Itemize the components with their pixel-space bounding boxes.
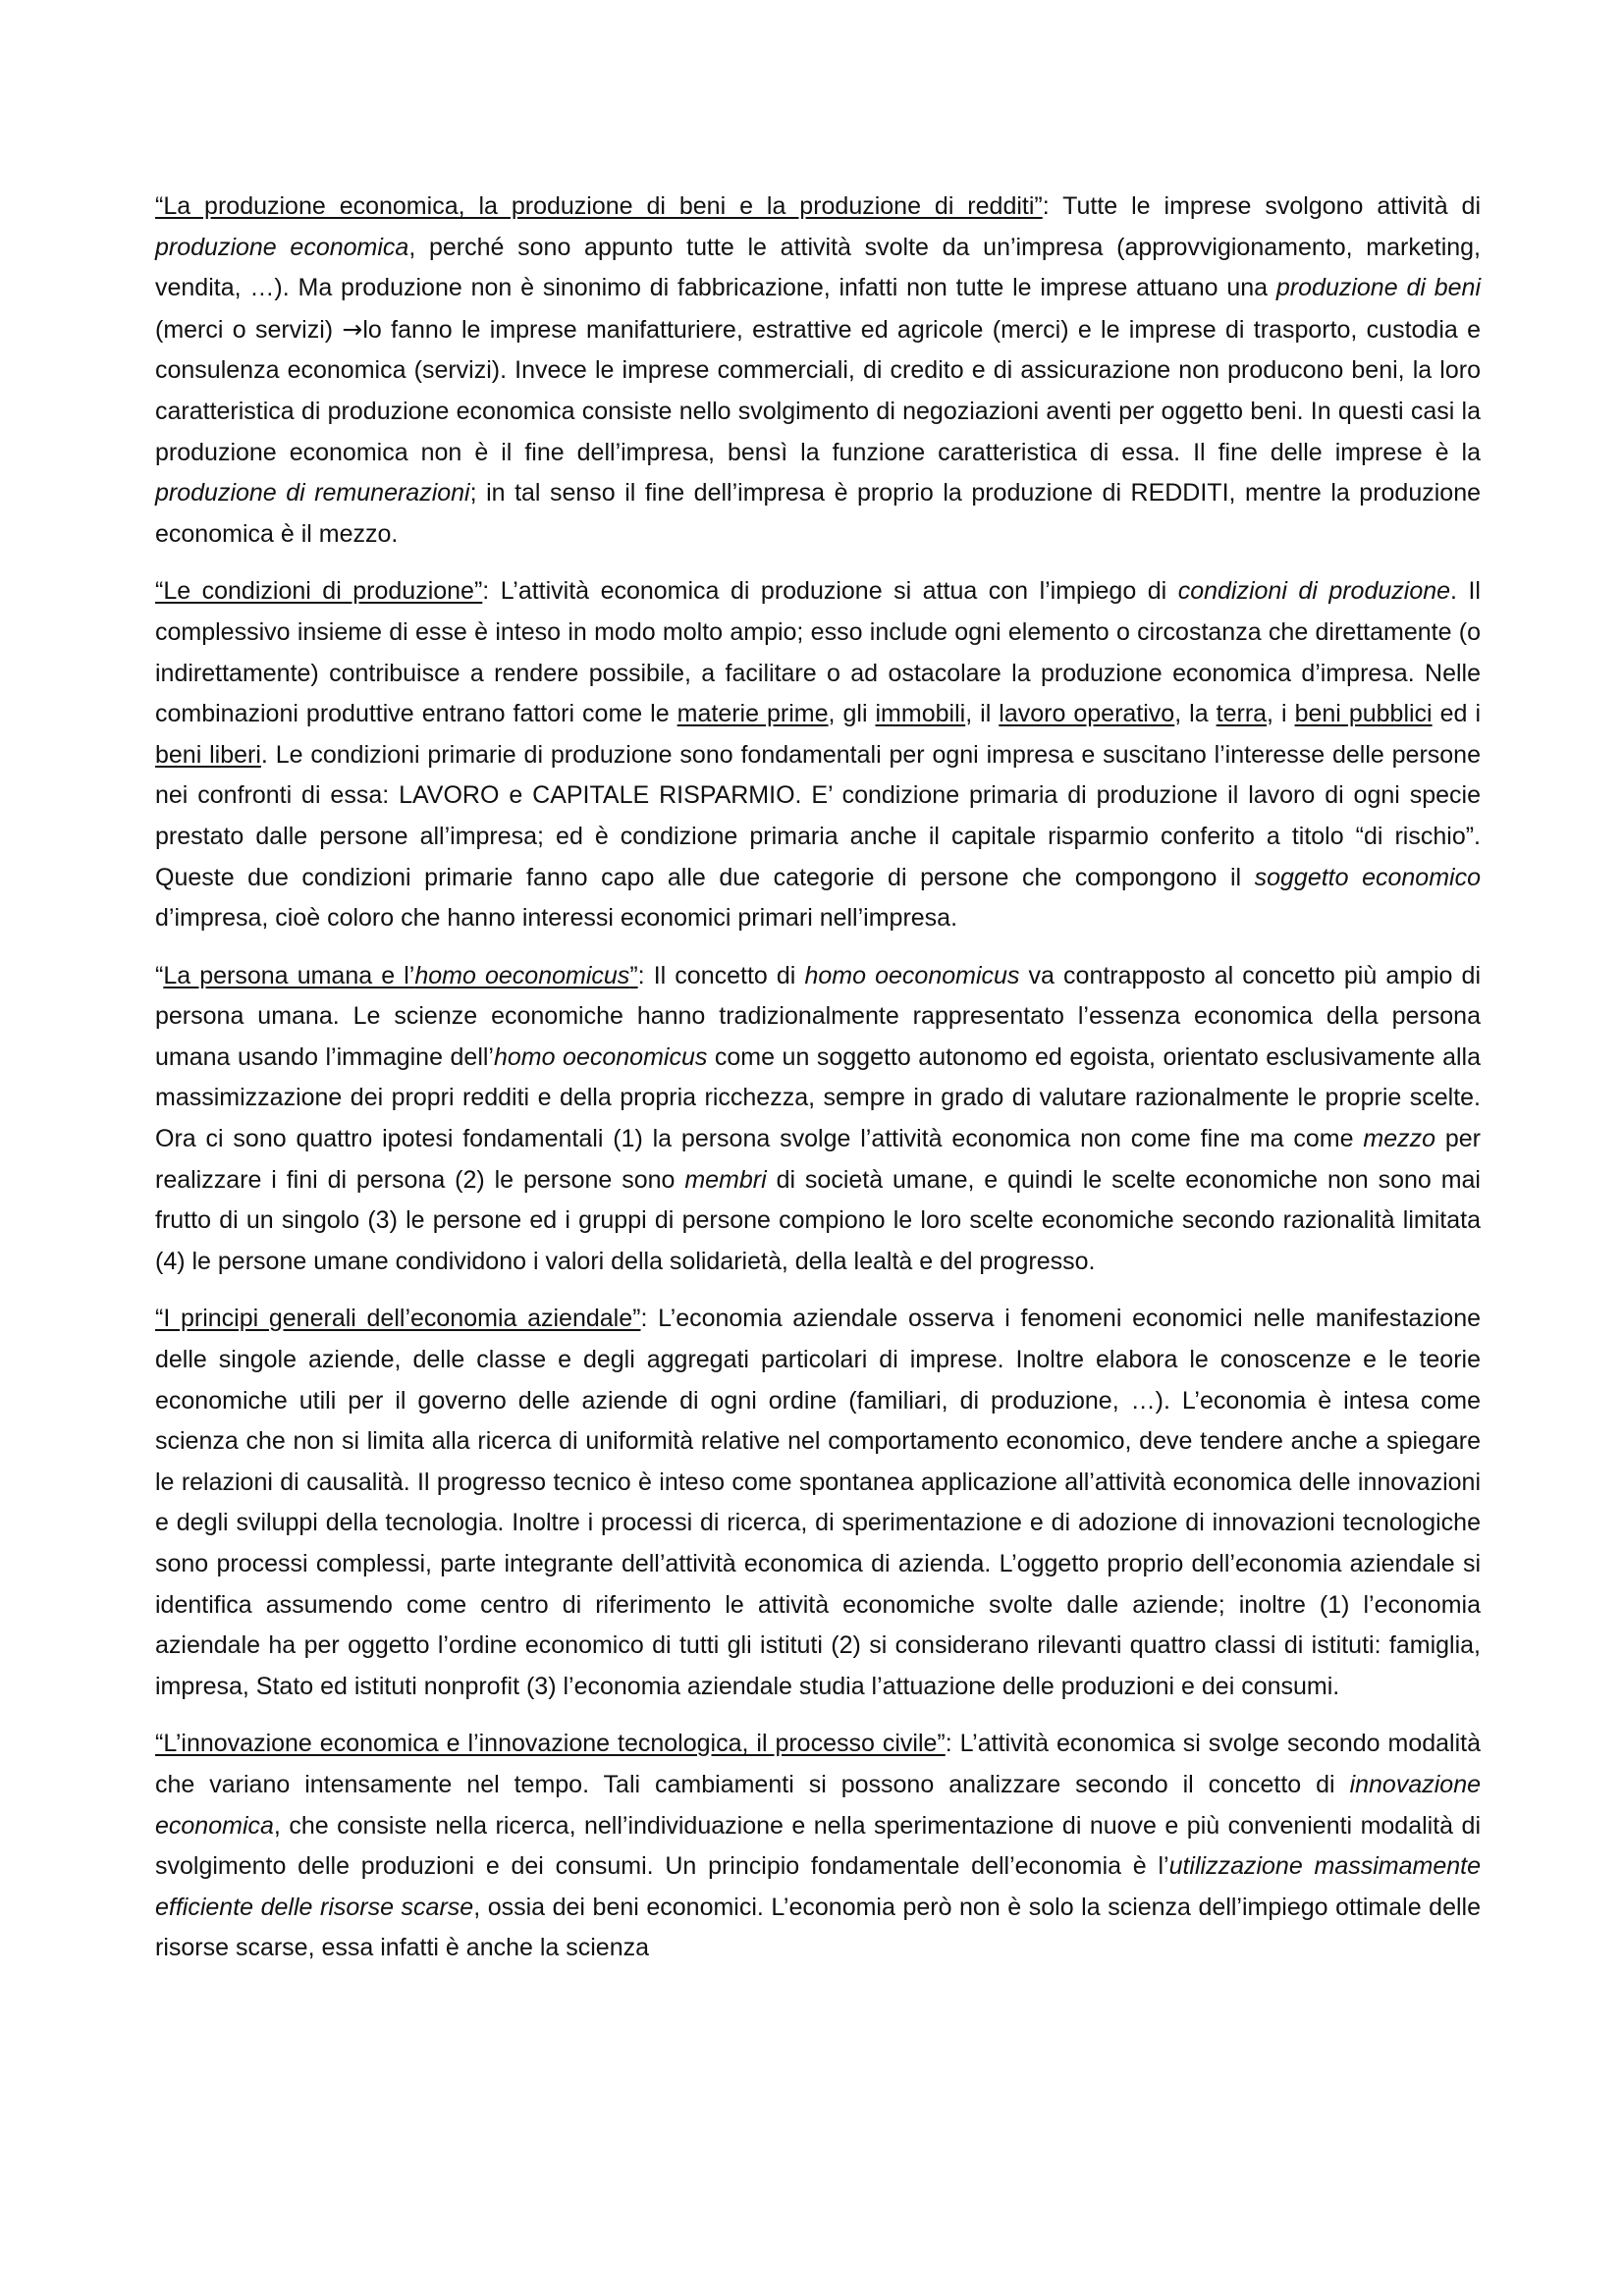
arrow-right-icon: → xyxy=(342,314,363,344)
emphasis: produzione economica xyxy=(155,233,409,261)
text: ; in tal senso il fine dell’impresa è proprio la produzione di REDDITI, mentre la produzione economica è il mezzo. xyxy=(155,479,1481,548)
text: d’impresa, cioè coloro che hanno interessi economici primari nell’impresa. xyxy=(155,904,958,933)
underlined-term: lavoro operativo xyxy=(999,700,1175,728)
text: , gli xyxy=(828,700,876,728)
emphasis: condizioni di produzione xyxy=(1177,577,1451,606)
emphasis: membri xyxy=(684,1165,767,1194)
text: di società umane, e quindi le scelte economiche non sono mai frutto di un singolo (3) le persone ed i gruppi di persone compiono le loro scelte economiche secondo razionalità limitata (4) le persone umane condividono i valori della solidarietà, della lealtà e del progresso. xyxy=(155,1165,1481,1275)
text: : L’attività economica di produzione si attua con l’impiego di xyxy=(482,577,1178,606)
emphasis: produzione di beni xyxy=(1275,274,1481,302)
text: , che consiste nella ricerca, nell’individuazione e nella sperimentazione di nuove e più convenienti modalità di svolgimento delle produzioni e dei consumi. Un principio fondamentale dell’economia è l’ xyxy=(155,1811,1481,1881)
open-quote: “ xyxy=(155,961,164,989)
emphasis: homo oeconomicus xyxy=(804,961,1020,989)
section-title: “La produzione economica, la produzione di beni e la produzione di redditi” xyxy=(155,192,1043,220)
text: : L’economia aziendale osserva i fenomeni economici nelle manifestazione delle singole aziende, delle classe e degli aggregati particolari di imprese. Inoltre elabora le conoscenze e le teorie economiche utili per il governo delle aziende di ogni ordine (familiari, di produzione, …). L’economia è intesa come scienza che non si limita alla ricerca di uniformità relative nel comportamento economico, deve tendere anche a spiegare le relazioni di causalità. Il progresso tecnico è inteso come spontanea applicazione all’attività economica delle innovazioni e degli sviluppi della tecnologia. Inoltre i processi di ricerca, di sperimentazione e di adozione di innovazioni tecnologiche sono processi complessi, parte integrante dell’attività economica di azienda. L’oggetto proprio dell’economia aziendale si identifica assumendo come centro di riferimento le attività economiche svolte dalle aziende; inoltre (1) l’economia aziendale ha per oggetto l’ordine economico di tutti gli istituti (2) si considerano rilevanti quattro classi di istituti: famiglia, impresa, Stato ed istituti nonprofit (3) l’economia aziendale studia l’attuazione delle produzioni e dei consumi. xyxy=(155,1305,1481,1700)
section-title: “Le condizioni di produzione” xyxy=(155,577,483,606)
text: . Il complessivo insieme di esse è inteso in modo molto ampio; esso include ogni elemento o circostanza che direttamente (o indirettamente) contribuisce a rendere possibile, a facilitare o ad ostacolare la produzione economica d’impresa. Nelle combinazioni produttive entrano fattori come le xyxy=(155,577,1481,728)
text: lo fanno le imprese manifatturiere, estrattive ed agricole (merci) e le imprese di trasporto, custodia e consulenza economica (servizi). Invece le imprese commerciali, di credito e di assicurazione non producono beni, la loro caratteristica di produzione economica consiste nello svolgimento di negoziazioni aventi per oggetto beni. In questi casi la produzione economica non è il fine dell’impresa, bensì la funzione caratteristica di essa. Il fine delle imprese è la xyxy=(155,315,1481,466)
underlined-term: immobili xyxy=(875,700,966,728)
underlined-term: beni liberi xyxy=(155,740,261,769)
underlined-term: materie prime xyxy=(677,700,829,728)
underlined-term: terra xyxy=(1216,700,1268,728)
text: : Tutte le imprese svolgono attività di xyxy=(1042,192,1481,220)
text: , ossia dei beni economici. L’economia però non è solo la scienza dell’impiego ottimale delle risorse scarse, essa infatti è anche la scienza xyxy=(155,1893,1481,1962)
text: per realizzare i fini di persona (2) le persone sono xyxy=(155,1125,1481,1194)
text: , perché sono appunto tutte le attività svolte da un’impresa (approvvigionamento, marketing, vendita, …). Ma produzione non è sinonimo di fabbricazione, infatti non tutte le imprese attuano una xyxy=(155,233,1481,302)
emphasis: homo oeconomicus xyxy=(493,1042,708,1071)
paragraph-condizioni-produzione xyxy=(155,571,1481,938)
text: ed i xyxy=(1432,700,1481,728)
section-title-emphasis: homo oeconomicus xyxy=(414,961,630,989)
text: va contrapposto al concetto più ampio di persona umana. Le scienze economiche hanno tradizionalmente rappresentato l’essenza economica della persona umana usando l’immagine dell’ xyxy=(155,961,1481,1071)
text: come un soggetto autonomo ed egoista, orientato esclusivamente alla massimizzazione dei propri redditi e della propria ricchezza, sempre in grado di valutare razionalmente le proprie scelte. Ora ci sono quattro ipotesi fondamentali (1) la persona svolge l’attività economica non come fine ma come xyxy=(155,1042,1481,1153)
emphasis: mezzo xyxy=(1363,1125,1436,1153)
text: , la xyxy=(1174,700,1217,728)
text: : Il concetto di xyxy=(637,961,805,989)
section-title: “I principi generali dell’economia aziendale” xyxy=(155,1305,641,1333)
emphasis: soggetto economico xyxy=(1254,863,1481,891)
emphasis: produzione di remunerazioni xyxy=(155,479,470,507)
text: . Le condizioni primarie di produzione sono fondamentali per ogni impresa e suscitano l’interesse delle persone nei confronti di essa: LAVORO e CAPITALE RISPARMIO. E’ condizione primaria di produzione il lavoro di ogni specie prestato dalle persone all’impresa; ed è condizione primaria anche il capitale risparmio conferito a titolo “di rischio”. Queste due condizioni primarie fanno capo alle due categorie di persone che compongono il xyxy=(155,740,1481,891)
text: , i xyxy=(1267,700,1295,728)
text: (merci o servizi) xyxy=(155,315,343,344)
close-quote: ” xyxy=(629,961,638,989)
emphasis: utilizzazione massimamente efficiente delle risorse scarse xyxy=(155,1852,1481,1921)
text: : L’attività economica si svolge secondo modalità che variano intensamente nel tempo. Tali cambiamenti si possono analizzare secondo il concetto di xyxy=(155,1730,1481,1798)
text: , il xyxy=(965,700,1000,728)
emphasis: innovazione economica xyxy=(155,1770,1481,1840)
paragraph-homo-oeconomicus xyxy=(155,956,1481,1283)
paragraph-principi-generali xyxy=(155,1299,1481,1707)
document-body xyxy=(155,187,1481,1986)
section-title: “L’innovazione economica e l’innovazione tecnologica, il processo civile” xyxy=(155,1730,946,1758)
section-title: La persona umana e l’ xyxy=(163,961,415,989)
paragraph-innovazione xyxy=(155,1724,1481,1969)
underlined-term: beni pubblici xyxy=(1294,700,1433,728)
paragraph-produzione-economica xyxy=(155,187,1481,555)
